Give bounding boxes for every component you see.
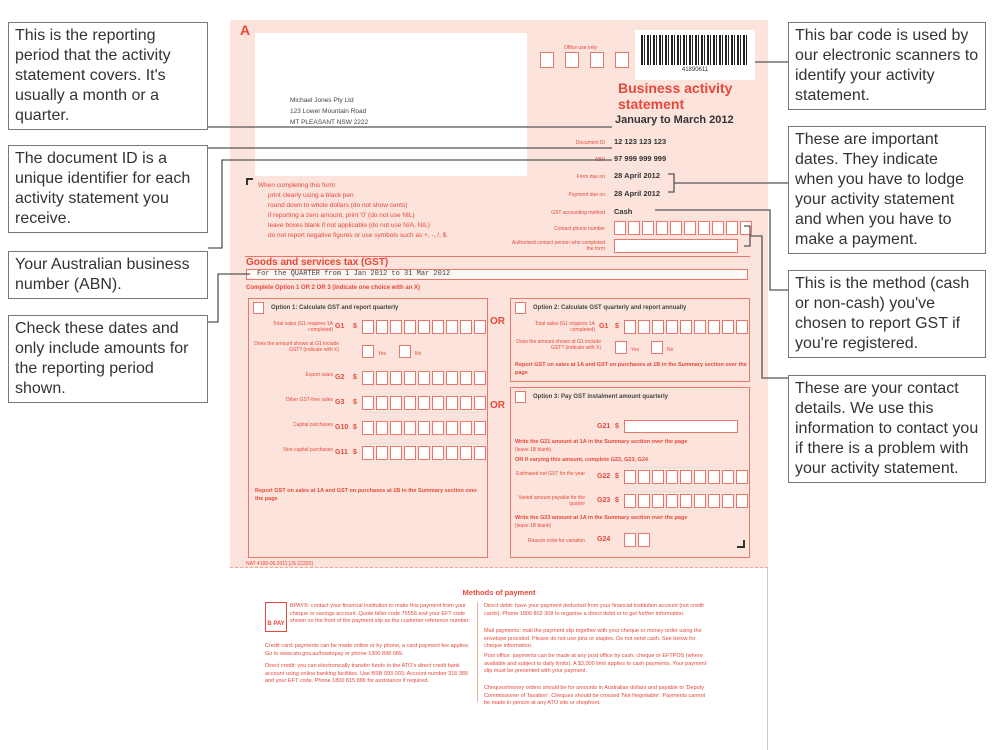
option-1-title: Option 1: Calculate GST and report quarterly bbox=[271, 305, 399, 311]
g23-label: Varied amount payable for the quarter bbox=[518, 495, 585, 507]
barcode-number: 41890611 bbox=[681, 67, 709, 73]
contact-person-label: Authorised contact person who completed the form bbox=[511, 240, 605, 252]
g22-label: Estimated net GST for the year bbox=[516, 471, 585, 477]
or-label: OR bbox=[490, 316, 505, 327]
direct-debit-text: Direct debit: have your payment deducted from your financial institution account (not credit cards). Phone 1800 802 308 to organise a direct debit or to get further information. bbox=[484, 603, 704, 617]
form-due-value: 28 April 2012 bbox=[614, 171, 660, 180]
option-2-note: Report GST on sales at 1A and GST on purchases at 1B in the Summary section over the page bbox=[515, 362, 747, 376]
field-code: G2 bbox=[335, 374, 345, 381]
yes-label: Yes bbox=[631, 347, 640, 353]
or-label: OR bbox=[490, 400, 505, 411]
bpay-logo-text: B PAY bbox=[267, 621, 285, 627]
document-id-label: Document ID bbox=[575, 140, 605, 146]
post-office-text: Post office: payments can be made at any post office by cash, cheque or EFTPOS (where available and subject to daily limits). A $3,000 limit applies to cash payments. Your payment slip must be presented with your payment. bbox=[484, 653, 707, 674]
callout-reporting-period: This is the reporting period that the activity statement covers. It's usually a month or a quarter. bbox=[8, 22, 208, 130]
field-code: G3 bbox=[335, 399, 345, 406]
payment-due-value: 28 April 2012 bbox=[614, 189, 660, 198]
option-3-note: Write the G21 amount at 1A in the Summary section over the page bbox=[515, 439, 688, 445]
abn-label: ABN bbox=[594, 157, 605, 163]
callout-due-dates: These are important dates. They indicate when you have to lodge your activity statement and when you have to make a payment. bbox=[788, 126, 986, 254]
credit-card-text: Credit card: payments can be made online or by phone, a card payment fee applies. Go to www.ato.gov.au/howtopay or phone 1300 898 089. bbox=[265, 643, 470, 657]
dollar-sign: $ bbox=[353, 374, 357, 381]
address-line: Michael Jones Pty Ltd bbox=[290, 97, 354, 104]
gst-method-label: GST accounting method bbox=[551, 210, 605, 216]
gst-method-value: Cash bbox=[614, 207, 633, 216]
option-3-note: Write the G23 amount at 1A in the Summary section over the page bbox=[515, 515, 688, 521]
field-label: Non-capital purchases bbox=[283, 447, 333, 453]
gst-period: For the QUARTER from 1 Jan 2012 to 31 Mar 2012 bbox=[246, 269, 748, 280]
form-title: Business activity statement bbox=[618, 80, 733, 112]
g24-code: G24 bbox=[597, 536, 611, 543]
callout-gst-method: This is the method (cash or non-cash) you've chosen to report GST if you're registered. bbox=[788, 270, 986, 358]
option-3-note-sub: (leave 1B blank) bbox=[515, 523, 552, 529]
address-line: 123 Lower Mountain Road bbox=[290, 108, 367, 115]
include-gst-question: Does the amount shown at G1 include GST? (indicate with X) bbox=[254, 341, 339, 353]
field-label: Total sales (G1 requires 1A completed) bbox=[272, 321, 333, 333]
g24-label: Reason code for variation bbox=[528, 538, 585, 544]
option-1-note: Report GST on sales at 1A and GST on purchases at 1B in the Summary section over the page bbox=[255, 488, 477, 502]
payment-due-label: Payment due on bbox=[568, 192, 605, 198]
field-label: Other GST-free sales bbox=[285, 397, 333, 403]
dollar-sign: $ bbox=[615, 473, 619, 480]
no-label: No bbox=[415, 351, 422, 357]
field-code: G1 bbox=[599, 323, 609, 330]
dollar-sign: $ bbox=[353, 323, 357, 330]
office-use-label: Office use only bbox=[564, 45, 597, 51]
instruction-item: print clearly using a black pen bbox=[268, 192, 354, 199]
gst-heading: Goods and services tax (GST) bbox=[246, 257, 389, 268]
yes-label: Yes bbox=[378, 351, 387, 357]
option-3-title: Option 3: Pay GST instalment amount quarterly bbox=[533, 394, 669, 400]
instruction-item: if reporting a zero amount, print '0' (do not use NIL) bbox=[268, 212, 415, 219]
abn-value: 97 999 999 999 bbox=[614, 154, 667, 163]
form-code: NAT 4189-06.2011 [JS 22333] bbox=[246, 561, 313, 567]
dollar-sign: $ bbox=[353, 399, 357, 406]
option-3-vary-note: OR if varying this amount, complete G22, G23, G24 bbox=[515, 457, 648, 463]
dollar-sign: $ bbox=[615, 497, 619, 504]
field-code: G1 bbox=[335, 323, 345, 330]
direct-credit-text: Direct credit: you can electronically transfer funds to the ATO's direct credit bank account using online banking facilities. Use BSB 093 003, Account number 316 385 and your EFT code. Phone 1800 815 886 for assistance if required. bbox=[265, 663, 469, 684]
instruction-item: leave boxes blank if not applicable (do not use N/A, NIL) bbox=[268, 222, 430, 229]
instruction-item: round down to whole dollars (do not show cents) bbox=[268, 202, 408, 209]
dollar-sign: $ bbox=[353, 449, 357, 456]
form-due-label: Form due on bbox=[576, 174, 605, 180]
mail-payments-text: Mail payments: mail the payment slip together with your cheque or money order using the envelope provided. Please do not use pins or staples. Do not send cash. See below for cheque information. bbox=[484, 628, 702, 649]
callout-abn: Your Australian business number (ABN). bbox=[8, 251, 208, 299]
callout-barcode: This bar code is used by our electronic scanners to identify your activity statement. bbox=[788, 22, 986, 110]
corner-letter: A bbox=[240, 22, 251, 38]
dollar-sign: $ bbox=[353, 424, 357, 431]
dollar-sign: $ bbox=[615, 423, 619, 430]
g21-code: G21 bbox=[597, 423, 611, 430]
callout-check-dates: Check these dates and only include amounts for the reporting period shown. bbox=[8, 315, 208, 403]
payment-title: Methods of payment bbox=[462, 588, 536, 597]
cheques-text: Cheques/money orders should be for amounts in Australian dollars and payable to 'Deputy Commissioner of Taxation'. Cheques should be crossed 'Not Negotiable'. Payments cannot be made in person at any ATO site or shopfront. bbox=[484, 685, 706, 706]
complete-option-note: Complete Option 1 OR 2 OR 3 (indicate one choice with an X) bbox=[246, 285, 421, 291]
g23-code: G23 bbox=[597, 497, 611, 504]
field-code: G10 bbox=[335, 424, 349, 431]
instruction-item: do not report negative figures or use symbols such as +, -, /, $. bbox=[268, 232, 449, 239]
include-gst-question: Does the amount shown at G1 include GST? (indicate with X) bbox=[516, 339, 601, 351]
callout-contact-details: These are your contact details. We use this information to contact you if there is a problem with your activity statement. bbox=[788, 375, 986, 483]
field-code: G11 bbox=[335, 449, 348, 456]
field-label: Capital purchases bbox=[292, 422, 333, 428]
dollar-sign: $ bbox=[615, 323, 619, 330]
no-label: No bbox=[667, 347, 674, 353]
instructions-title: When completing this form: bbox=[258, 182, 337, 189]
option-2-title: Option 2: Calculate GST quarterly and report annually bbox=[533, 305, 687, 311]
document-id-value: 12 123 123 123 bbox=[614, 137, 667, 146]
statement-period: January to March 2012 bbox=[615, 114, 734, 126]
option-3-note-sub: (leave 1B blank) bbox=[515, 447, 552, 453]
bpay-text: BPAY®: contact your financial institution to make this payment from your cheque or savings account. Quote biller code 75556 and your EFT code shown on the front of the payment slip as the customer reference number. bbox=[290, 603, 470, 624]
field-label: Total sales (G1 requires 1A completed) bbox=[534, 321, 595, 333]
g22-code: G22 bbox=[597, 473, 611, 480]
contact-phone-label: Contact phone number bbox=[554, 226, 605, 232]
address-line: MT PLEASANT NSW 2222 bbox=[290, 119, 369, 126]
callout-document-id: The document ID is a unique identifier for each activity statement you receive. bbox=[8, 145, 208, 233]
field-label: Export sales bbox=[305, 372, 333, 378]
